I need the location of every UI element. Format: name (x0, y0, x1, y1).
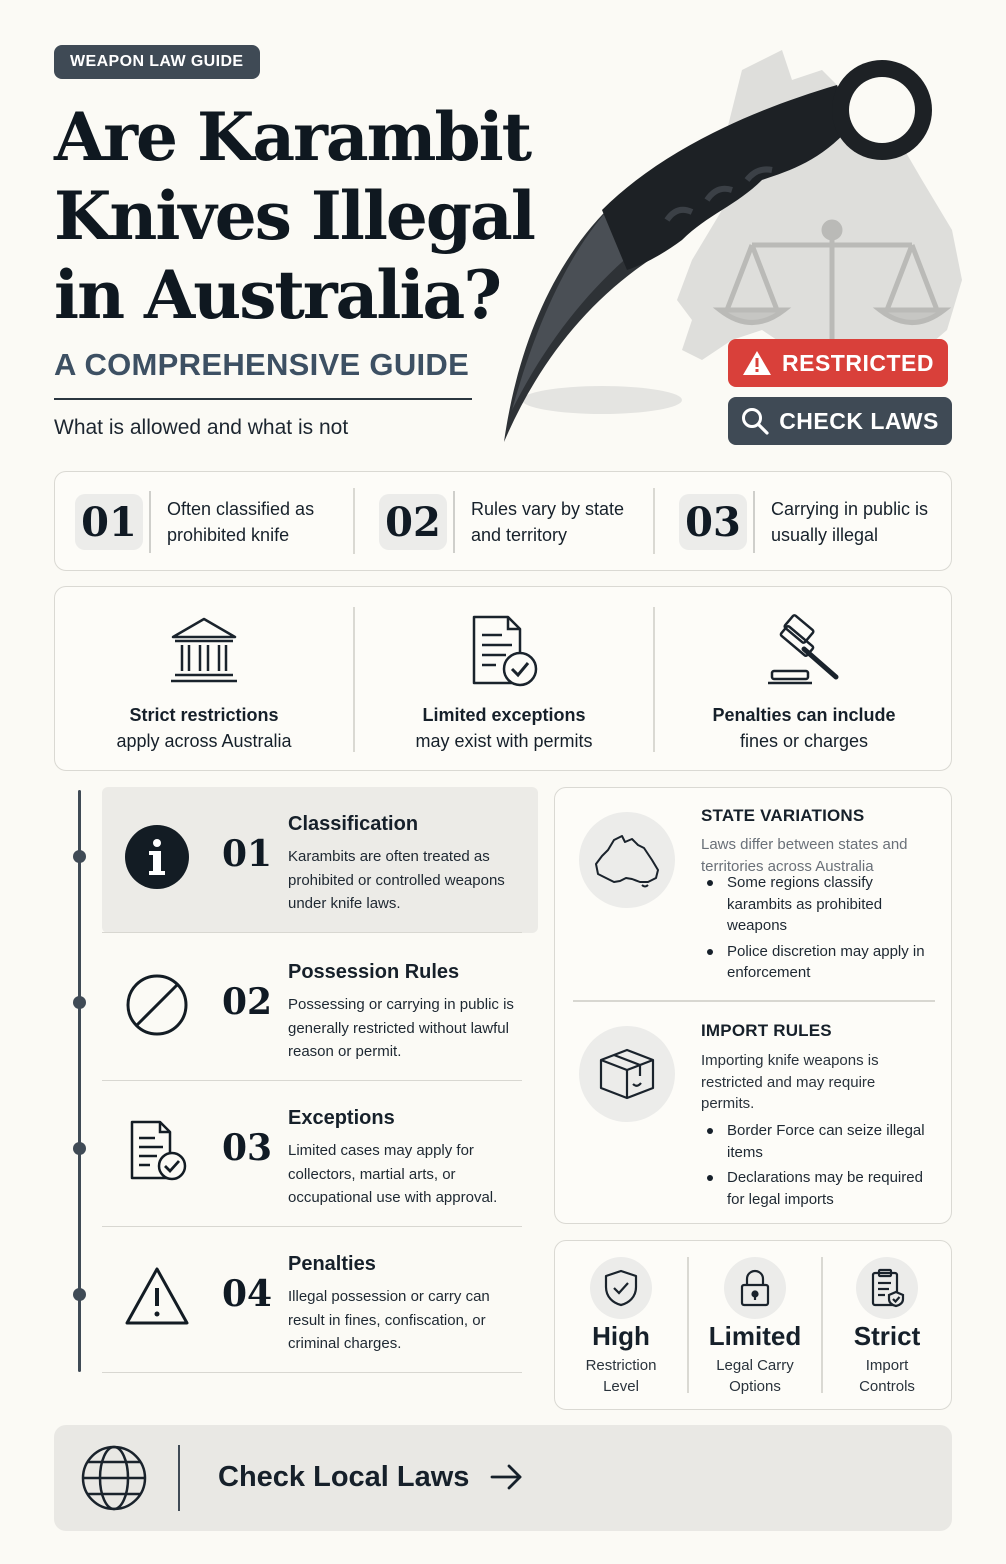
summary-card (54, 586, 952, 771)
courthouse-icon (167, 613, 241, 687)
tagline: What is allowed and what is not (54, 416, 349, 439)
list-item: Police discretion may apply in enforcement (701, 941, 931, 984)
clipboard-check-icon (869, 1268, 905, 1308)
page-subtitle: A COMPREHENSIVE GUIDE (54, 347, 470, 382)
fact-text: Often classified as prohibited knife (167, 499, 315, 545)
summary-bold: Strict restrictions (129, 705, 279, 725)
summary-item (355, 587, 653, 772)
timeline-title: Exceptions (288, 1107, 395, 1129)
timeline-title: Penalties (288, 1253, 376, 1275)
stat-item (821, 1241, 953, 1411)
timeline-title: Possession Rules (288, 961, 460, 983)
timeline-body: Karambits are often treated as prohibited or controlled weapons under knife laws. (288, 848, 505, 912)
summary-text: fines or charges (739, 731, 869, 751)
timeline-item (102, 787, 538, 933)
summary-item (55, 587, 353, 772)
fact-number: 02 (379, 494, 447, 550)
title-divider (54, 398, 472, 400)
document-check-icon (124, 1118, 190, 1184)
stat-item (689, 1241, 821, 1411)
list-item: Some regions classify karambits as prohibited weapons (701, 872, 931, 937)
timeline-number: 01 (222, 833, 273, 875)
timeline-number: 04 (222, 1273, 273, 1315)
warning-icon (124, 1264, 190, 1330)
fact-number: 01 (75, 494, 143, 550)
info-icon (124, 824, 190, 890)
timeline-number: 02 (222, 981, 273, 1023)
timeline-body: Limited cases may apply for collectors, martial arts, or occupational use with approval. (288, 1142, 498, 1206)
details-panel (554, 787, 952, 1224)
timeline-title: Classification (288, 813, 419, 835)
check-laws-label: CHECK LAWS (779, 407, 939, 434)
fact-item (75, 472, 337, 572)
timeline-item (102, 1227, 538, 1373)
check-local-laws-label: Check Local Laws (218, 1461, 470, 1493)
restricted-badge (728, 339, 948, 387)
document-check-icon (466, 613, 542, 689)
import-rules-title: IMPORT RULES (701, 1021, 832, 1040)
import-rules-intro: Importing knife weapons is restricted and may require permits. (701, 1052, 879, 1112)
stat-label: Legal Carry Options (716, 1357, 794, 1395)
timeline-dot (73, 1142, 86, 1155)
summary-bold: Penalties can include (712, 705, 896, 725)
restricted-badge-label: RESTRICTED (782, 349, 934, 376)
title-line: Are Karambit (54, 98, 531, 176)
globe-icon (80, 1444, 148, 1512)
summary-item (655, 587, 953, 772)
summary-text: may exist with permits (415, 731, 593, 751)
key-facts-card (54, 471, 952, 571)
fact-number: 03 (679, 494, 747, 550)
fact-item (679, 472, 941, 572)
list-item: Border Force can seize illegal items (701, 1120, 931, 1163)
prohibited-icon (124, 972, 190, 1038)
title-line: in Australia? (54, 256, 500, 334)
stats-card (554, 1240, 952, 1410)
timeline-body: Possessing or carrying in public is generally restricted without lawful reason or permit. (288, 996, 514, 1060)
australia-map-icon (579, 812, 675, 908)
stat-item (555, 1241, 687, 1411)
eyebrow-tag: WEAPON LAW GUIDE (54, 45, 260, 79)
state-variations-list (701, 872, 931, 988)
arrow-right-icon (490, 1463, 524, 1491)
stat-value: Limited (708, 1321, 802, 1351)
timeline-number: 03 (222, 1127, 273, 1169)
karambit-illustration (492, 30, 972, 450)
page-title (54, 98, 534, 335)
check-laws-button[interactable] (728, 397, 952, 445)
timeline-body: Illegal possession or carry can result in fines, confiscation, or criminal charges. (288, 1288, 490, 1352)
timeline-dot (73, 850, 86, 863)
shield-check-icon (603, 1269, 639, 1307)
summary-bold: Limited exceptions (422, 705, 586, 725)
fact-text: Rules vary by state and territory (471, 499, 625, 545)
check-local-laws-button[interactable] (54, 1425, 952, 1531)
timeline-line (78, 790, 81, 1372)
stat-value: High (592, 1321, 650, 1351)
warning-icon (742, 350, 772, 376)
state-variations-title: STATE VARIATIONS (701, 806, 865, 825)
package-icon (579, 1026, 675, 1122)
fact-text: Carrying in public is usually illegal (771, 499, 929, 545)
timeline-dot (73, 1288, 86, 1301)
timeline-item (102, 1081, 538, 1227)
gavel-icon (764, 613, 844, 689)
search-icon (741, 407, 769, 435)
lock-icon (738, 1269, 772, 1307)
timeline-dot (73, 996, 86, 1009)
stat-label: Restriction Level (585, 1357, 657, 1395)
fact-item (379, 472, 641, 572)
title-line: Knives Illegal (54, 177, 534, 255)
timeline-item (102, 935, 538, 1081)
import-rules-list (701, 1120, 931, 1214)
summary-text: apply across Australia (116, 731, 292, 751)
state-variations-intro: Laws differ between states and territories across Australia (701, 836, 908, 875)
stat-label: Import Controls (859, 1357, 915, 1395)
list-item: Declarations may be required for legal imports (701, 1167, 931, 1210)
stat-value: Strict (853, 1321, 921, 1351)
